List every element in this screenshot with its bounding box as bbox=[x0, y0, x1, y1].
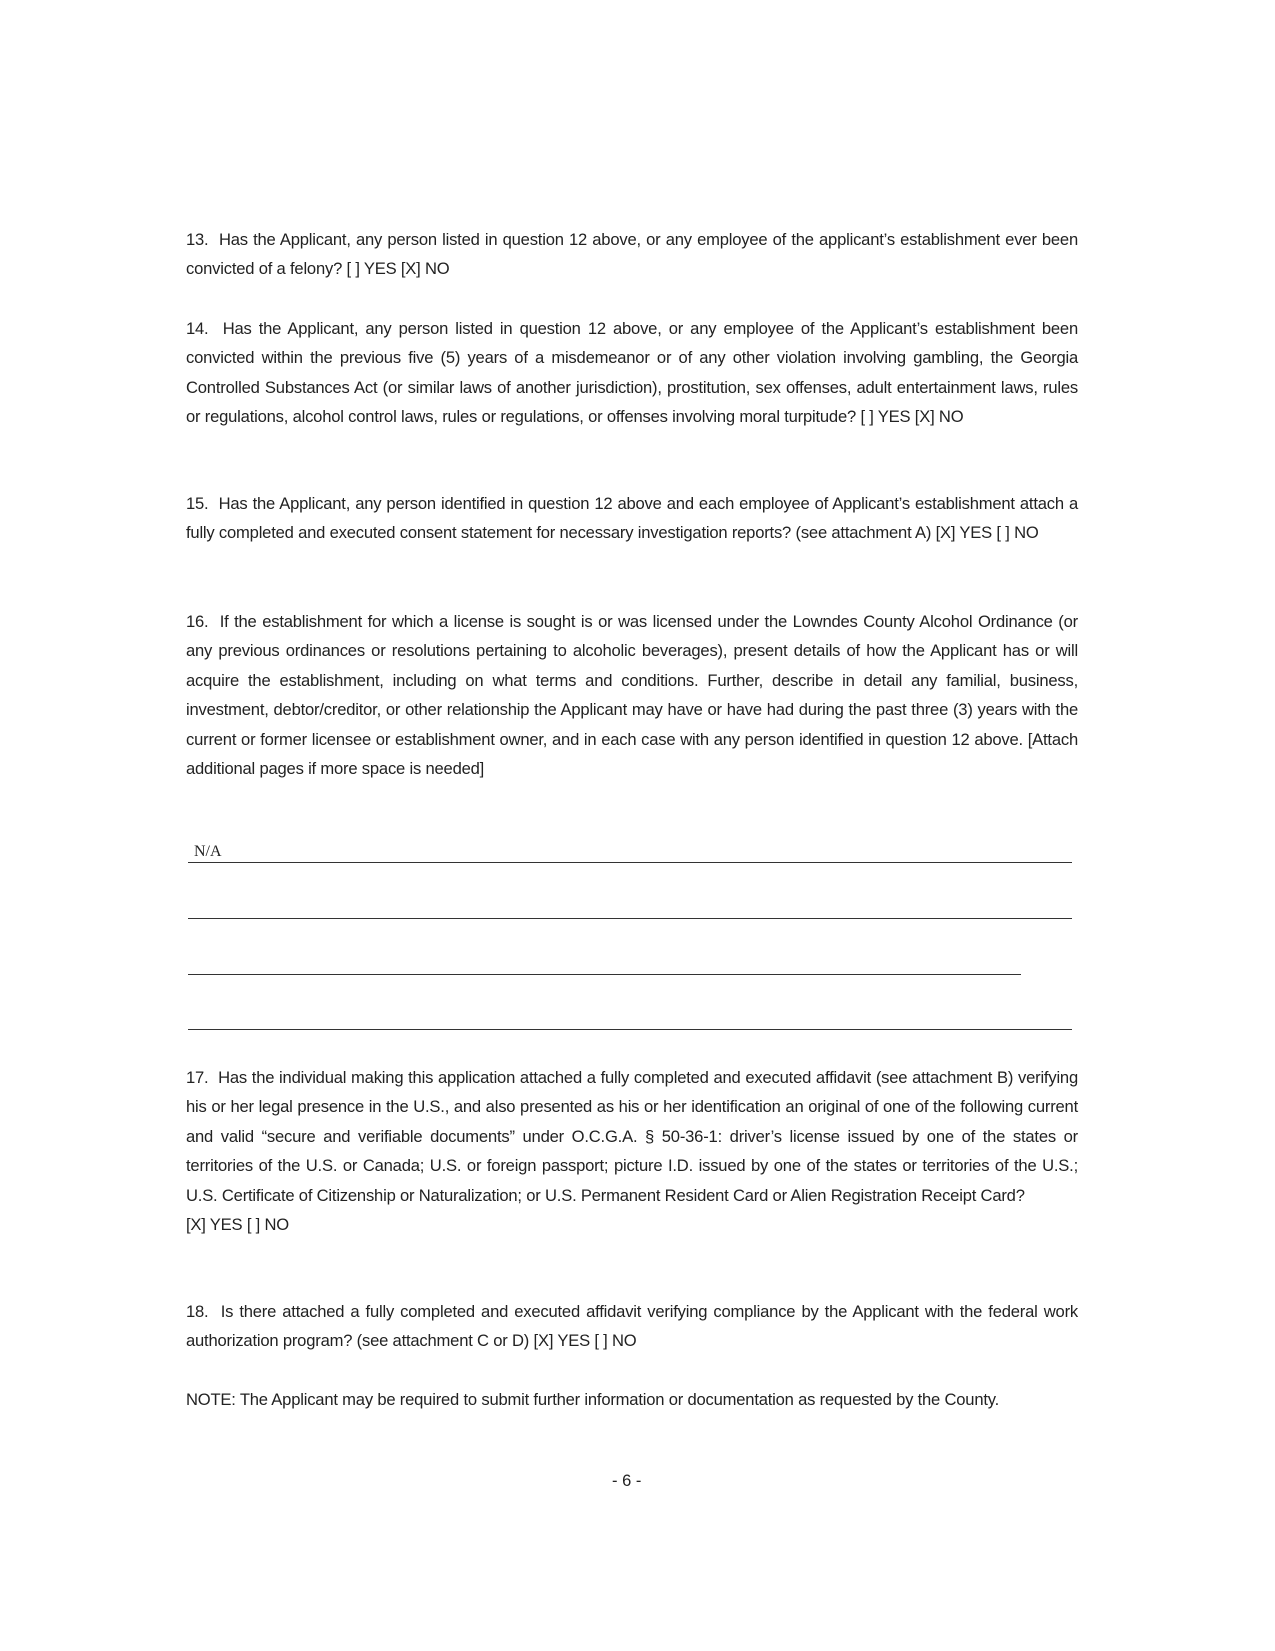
answer-18: [X] YES [ ] NO bbox=[533, 1331, 637, 1351]
question-15: 15. Has the Applicant, any person identified in question 12 above and each employee of Applicant’s establishment attach a fully completed and executed consent statement for necessary investigation reports? (see attachment A) [X] YES [ ] NO bbox=[186, 494, 1078, 543]
answer-line bbox=[188, 1029, 1072, 1030]
question-16: 16. If the establishment for which a license is sought is or was licensed under the Lowndes County Alcohol Ordinance (or any previous ordinances or resolutions pertaining to alcoholic beverages), present details of how the Applicant has or will acquire the establishment, including on what terms and conditions. Further, describe in detail any familial, business, investment, debtor/creditor, or other relationship the Applicant may have or have had during the past three (3) years with the current or former licensee or establishment owner, and in each case with any person identified in question 12 above. [Attach additional pages if more space is needed] bbox=[186, 612, 1078, 779]
question-17: 17. Has the individual making this application attached a fully completed and executed affidavit (see attachment B) verifying his or her legal presence in the U.S., and also presented as his or her identification an original of one of the following current and valid “secure and verifiable documents” under O.C.G.A. § 50-36-1: driver’s license issued by one of the states or territories of the U.S. or Canada; U.S. or foreign passport; picture I.D. issued by one of the states or territories of the U.S.; U.S. Certificate of Citizenship or Naturalization; or U.S. Permanent Resident Card or Alien Registration Receipt Card? [X] YES [ ] NO bbox=[186, 1068, 1078, 1235]
answer-line bbox=[188, 974, 1021, 975]
answer-14: [ ] YES [X] NO bbox=[860, 407, 964, 427]
answer-15: [X] YES [ ] NO bbox=[935, 523, 1039, 543]
answer-13: [ ] YES [X] NO bbox=[346, 259, 450, 279]
question-13: 13. Has the Applicant, any person listed in question 12 above, or any employee of the applicant’s establishment ever been convicted of a felony? [ ] YES [X] NO bbox=[186, 230, 1078, 279]
answer-17: [X] YES [ ] NO bbox=[186, 1215, 289, 1235]
note: NOTE: The Applicant may be required to submit further information or documentation as requested by the County. bbox=[186, 1390, 1000, 1409]
answer-line bbox=[188, 918, 1072, 919]
page-number: - 6 - bbox=[612, 1472, 642, 1490]
q16-response: N/A bbox=[194, 843, 222, 860]
question-14: 14. Has the Applicant, any person listed in question 12 above, or any employee of the Applicant’s establishment been convicted within the previous five (5) years of a misdemeanor or of any other violation involving gambling, the Georgia Controlled Substances Act (or similar laws of another jurisdiction), prostitution, sex offenses, adult entertainment laws, rules or regulations, alcohol control laws, rules or regulations, or offenses involving moral turpitude? [ ] YES [X] NO bbox=[186, 319, 1078, 427]
question-18: 18. Is there attached a fully completed and executed affidavit verifying compliance by the Applicant with the federal work authorization program? (see attachment C or D) [X] YES [ ] NO bbox=[186, 1302, 1078, 1351]
answer-line bbox=[188, 862, 1072, 863]
